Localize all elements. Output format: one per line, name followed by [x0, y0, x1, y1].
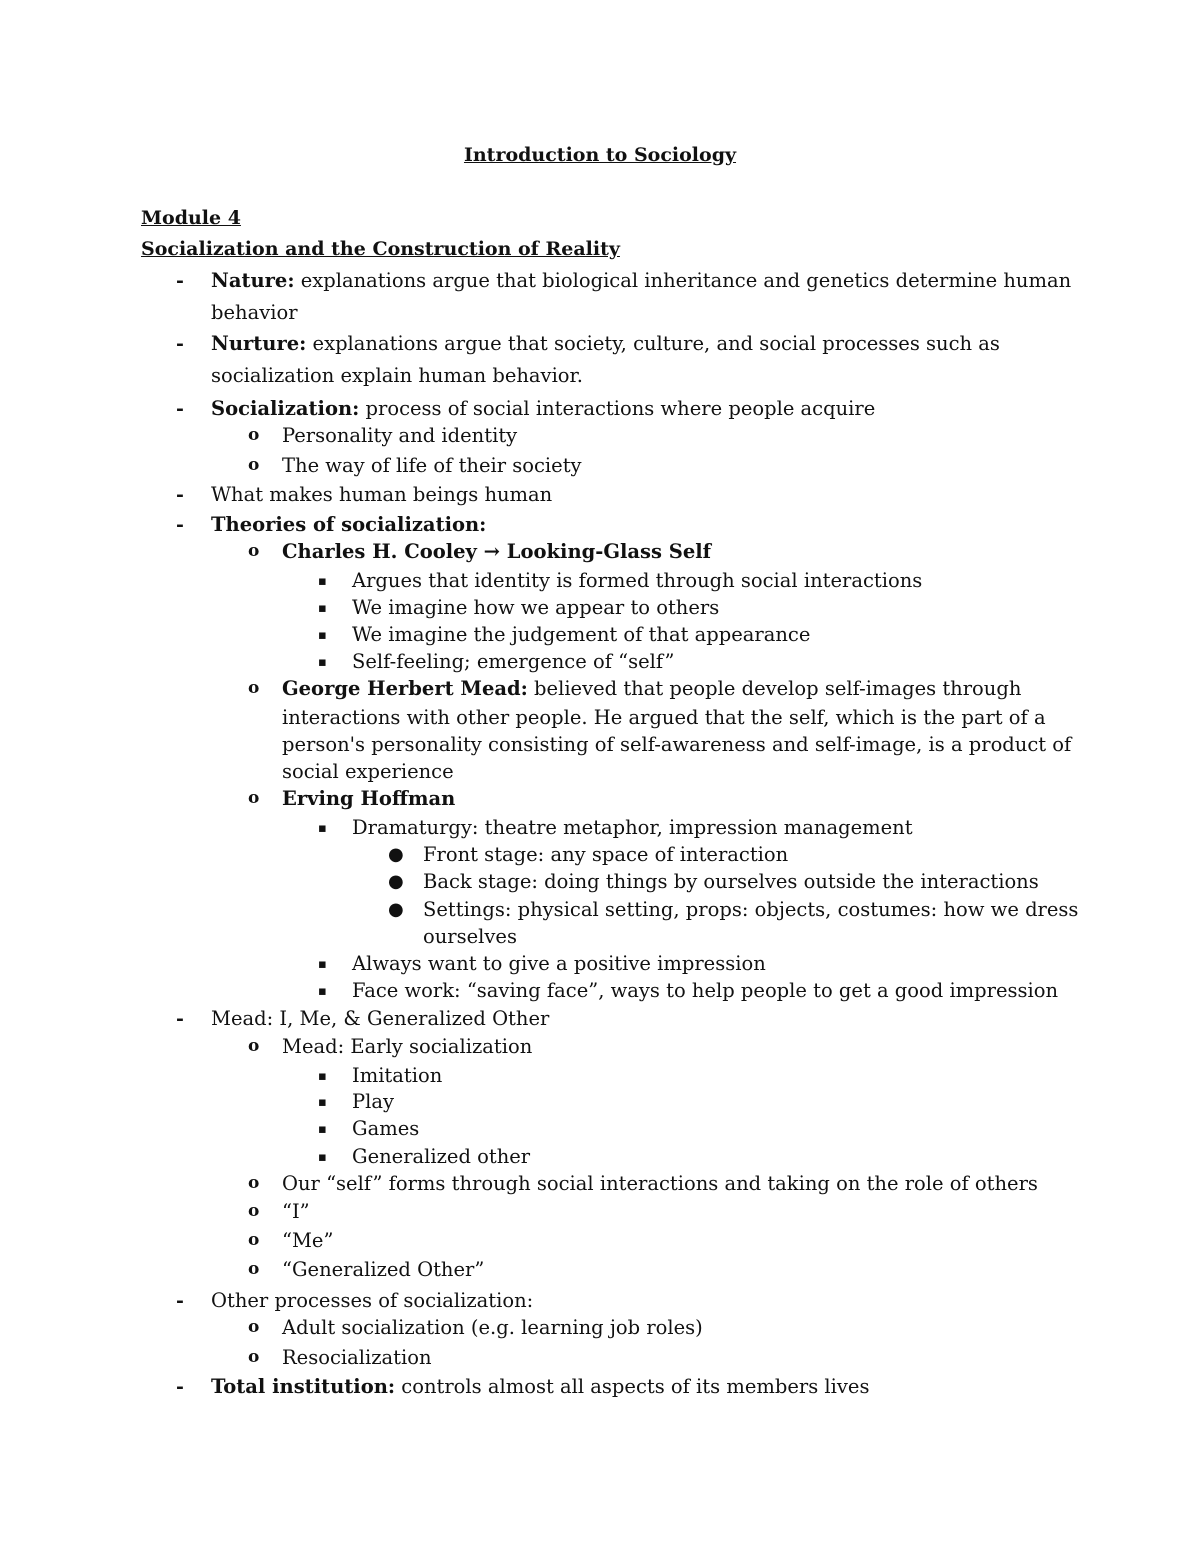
- outline-item-level-3: [352, 571, 922, 591]
- item-text: Generalized other: [352, 1145, 531, 1168]
- outline-item-level-2: [282, 1202, 310, 1222]
- square-bullet-icon: ▪: [318, 1150, 327, 1165]
- outline-item-level-1: [211, 1377, 869, 1397]
- item-text: Resocialization: [282, 1346, 432, 1369]
- dash-bullet-icon: -: [176, 514, 184, 536]
- item-text: Imitation: [352, 1064, 443, 1087]
- term-label: Nurture:: [211, 332, 307, 355]
- item-text: Personality and identity: [282, 424, 518, 447]
- outline-item-level-3: [352, 1147, 530, 1167]
- circle-bullet-icon: o: [248, 788, 260, 808]
- term-label: Nature:: [211, 269, 295, 292]
- dash-bullet-icon: -: [176, 1376, 184, 1398]
- outline-item-level-1: [211, 485, 552, 505]
- outline-item-level-2: [282, 708, 1046, 728]
- item-text: Self-feeling; emergence of “self”: [352, 650, 675, 673]
- square-bullet-icon: ▪: [318, 957, 327, 972]
- item-text: Always want to give a positive impression: [352, 952, 766, 975]
- outline-item-level-4: [423, 927, 517, 947]
- item-text: behavior: [211, 301, 298, 324]
- outline-item-level-3: [352, 1092, 394, 1112]
- square-bullet-icon: ▪: [318, 821, 327, 836]
- square-bullet-icon: ▪: [318, 1122, 327, 1137]
- item-text: Play: [352, 1090, 394, 1113]
- outline-item-level-2: [282, 456, 582, 476]
- item-text: Mead: Early socialization: [282, 1035, 533, 1058]
- item-text: We imagine the judgement of that appearance: [352, 623, 811, 646]
- document-title: Introduction to Sociology: [463, 144, 737, 166]
- outline-item-level-1: [211, 271, 1071, 291]
- item-text: Dramaturgy: theatre metaphor, impression management: [352, 816, 913, 839]
- outline-item-level-1: [211, 515, 486, 535]
- outline-item-level-2: [282, 1318, 703, 1338]
- outline-item-level-3: [352, 818, 913, 838]
- outline-item-level-2: [282, 542, 711, 562]
- circle-bullet-icon: o: [248, 1036, 260, 1056]
- outline-item-level-3: [352, 625, 810, 645]
- circle-bullet-icon: o: [248, 1173, 260, 1193]
- outline-item-level-3: [352, 598, 719, 618]
- outline-item-level-1: [211, 334, 1000, 354]
- outline-item-level-1: [211, 1009, 549, 1029]
- item-text: Face work: “saving face”, ways to help people to get a good impression: [352, 979, 1059, 1002]
- outline-item-level-1: [211, 399, 875, 419]
- item-text: explanations argue that biological inheritance and genetics determine human: [294, 269, 1072, 292]
- term-label: Erving Hoffman: [282, 787, 456, 810]
- term-label: Socialization:: [211, 397, 360, 420]
- dash-bullet-icon: -: [176, 333, 184, 355]
- circle-bullet-icon: o: [248, 1317, 260, 1337]
- circle-bullet-icon: o: [248, 1347, 260, 1367]
- outline-item-level-4: [423, 900, 1078, 920]
- dot-bullet-icon: ●: [388, 899, 404, 920]
- item-text: Games: [352, 1117, 420, 1140]
- term-label: George Herbert Mead:: [282, 677, 528, 700]
- term-label: Total institution:: [211, 1375, 396, 1398]
- outline-item-level-4: [423, 845, 788, 865]
- item-text: Adult socialization (e.g. learning job roles): [282, 1316, 703, 1339]
- item-text: social experience: [282, 760, 454, 783]
- square-bullet-icon: ▪: [318, 1069, 327, 1084]
- circle-bullet-icon: o: [248, 678, 260, 698]
- outline-item-level-2: [282, 1037, 532, 1057]
- dot-bullet-icon: ●: [388, 871, 404, 892]
- item-text: explanations argue that society, culture, and social processes such as: [306, 332, 1000, 355]
- item-text: “Generalized Other”: [282, 1258, 485, 1281]
- item-text: Mead: I, Me, & Generalized Other: [211, 1007, 550, 1030]
- item-text: “I”: [282, 1200, 310, 1223]
- square-bullet-icon: ▪: [318, 601, 327, 616]
- circle-bullet-icon: o: [248, 1259, 260, 1279]
- module-heading: Module 4: [141, 207, 241, 229]
- outline-item-level-2: [282, 1174, 1038, 1194]
- item-text: Settings: physical setting, props: objects, costumes: how we dress: [423, 898, 1079, 921]
- item-text: What makes human beings human: [211, 483, 553, 506]
- outline-item-level-3: [352, 652, 675, 672]
- section-heading: Socialization and the Construction of Reality: [141, 238, 620, 260]
- outline-item-level-2: [282, 762, 454, 782]
- circle-bullet-icon: o: [248, 1230, 260, 1250]
- dash-bullet-icon: -: [176, 484, 184, 506]
- term-label: Theories of socialization:: [211, 513, 487, 536]
- dash-bullet-icon: -: [176, 1290, 184, 1312]
- outline-item-level-3: [352, 1066, 442, 1086]
- dash-bullet-icon: -: [176, 270, 184, 292]
- outline-item-level-3: [352, 1119, 419, 1139]
- dash-bullet-icon: -: [176, 398, 184, 420]
- term-label: Charles H. Cooley: [282, 540, 477, 563]
- outline-item-level-1: [211, 303, 298, 323]
- outline-item-level-2: [282, 735, 1071, 755]
- square-bullet-icon: ▪: [318, 655, 327, 670]
- square-bullet-icon: ▪: [318, 628, 327, 643]
- item-text: Front stage: any space of interaction: [423, 843, 789, 866]
- outline-item-level-4: [423, 872, 1039, 892]
- arrow-right-icon: →: [476, 540, 507, 563]
- item-text: The way of life of their society: [282, 454, 582, 477]
- item-text: believed that people develop self-images through: [527, 677, 1022, 700]
- item-text: socialization explain human behavior.: [211, 364, 583, 387]
- item-text: interactions with other people. He argued that the self, which is the part of a: [282, 706, 1046, 729]
- outline-item-level-2: [282, 1260, 484, 1280]
- outline-item-level-2: [282, 426, 517, 446]
- circle-bullet-icon: o: [248, 541, 260, 561]
- item-text: Argues that identity is formed through social interactions: [352, 569, 923, 592]
- item-text: process of social interactions where people acquire: [359, 397, 876, 420]
- item-text: controls almost all aspects of its members lives: [395, 1375, 870, 1398]
- item-text: “Me”: [282, 1229, 334, 1252]
- item-text: Other processes of socialization:: [211, 1289, 534, 1312]
- item-text: ourselves: [423, 925, 517, 948]
- outline-item-level-2: [282, 1231, 333, 1251]
- item-text: Our “self” forms through social interactions and taking on the role of others: [282, 1172, 1038, 1195]
- outline-item-level-1: [211, 1291, 533, 1311]
- square-bullet-icon: ▪: [318, 574, 327, 589]
- dot-bullet-icon: ●: [388, 844, 404, 865]
- item-text: Back stage: doing things by ourselves outside the interactions: [423, 870, 1039, 893]
- circle-bullet-icon: o: [248, 425, 260, 445]
- outline-item-level-1: [211, 366, 583, 386]
- square-bullet-icon: ▪: [318, 1095, 327, 1110]
- circle-bullet-icon: o: [248, 1201, 260, 1221]
- square-bullet-icon: ▪: [318, 984, 327, 999]
- outline-item-level-2: [282, 789, 455, 809]
- circle-bullet-icon: o: [248, 455, 260, 475]
- outline-item-level-2: [282, 1348, 432, 1368]
- item-text: We imagine how we appear to others: [352, 596, 720, 619]
- outline-item-level-3: [352, 954, 766, 974]
- dash-bullet-icon: -: [176, 1008, 184, 1030]
- term-label-secondary: Looking-Glass Self: [506, 540, 712, 563]
- item-text: person's personality consisting of self-awareness and self-image, is a product of: [282, 733, 1072, 756]
- outline-item-level-3: [352, 981, 1058, 1001]
- outline-item-level-2: [282, 679, 1021, 699]
